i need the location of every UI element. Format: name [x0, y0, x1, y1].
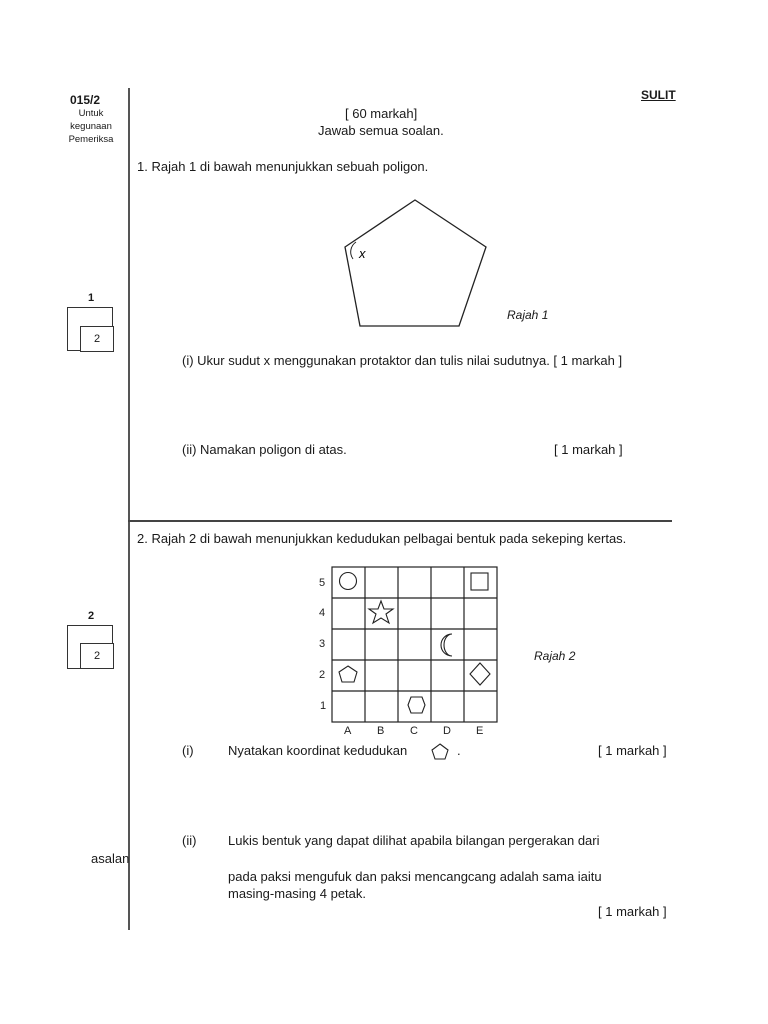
question-divider: [128, 520, 672, 522]
q1-part-ii-marks: [ 1 markah ]: [554, 442, 623, 457]
q2-part-i-text: Nyatakan koordinat kedudukan: [228, 743, 408, 758]
q2-part-i-label: (i): [182, 743, 194, 758]
col-label-c: C: [410, 725, 418, 737]
q2-margin-number: 2: [88, 610, 95, 622]
examiner-label-line3: Pemeriksa: [68, 134, 114, 145]
examiner-label-line1: Untuk: [78, 108, 104, 119]
diamond-shape: [470, 663, 490, 685]
q1-part-i: (i) Ukur sudut x menggunakan protaktor dan tulis nilai sudutnya. [ 1 markah ]: [182, 353, 623, 368]
paper-code: 015/2: [70, 93, 101, 107]
q2-part-i-period: .: [457, 743, 461, 758]
col-label-d: D: [443, 725, 451, 737]
star-shape: [369, 601, 393, 623]
row-label-2: 2: [319, 669, 326, 681]
rajah1-caption: Rajah 1: [507, 308, 549, 322]
q1-stem: 1. Rajah 1 di bawah menunjukkan sebuah poligon.: [137, 159, 429, 174]
sulit-label: SULIT: [641, 88, 676, 102]
col-label-b: B: [377, 725, 385, 737]
q2-part-ii-label: (ii): [182, 833, 197, 848]
crescent-shape: [441, 634, 452, 656]
q2-stem: 2. Rajah 2 di bawah menunjukkan kedudukan pelbagai bentuk pada sekeping kertas.: [137, 531, 627, 546]
rajah2-caption: Rajah 2: [534, 649, 576, 663]
q1-part-ii: (ii) Namakan poligon di atas.: [182, 442, 347, 457]
examiner-label-line2: kegunaan: [70, 121, 112, 132]
pentagon-figure: [330, 190, 500, 335]
col-label-a: A: [344, 725, 352, 737]
angle-x-label: x: [359, 246, 366, 261]
row-label-5: 5: [319, 577, 326, 589]
q2-part-i-marks: [ 1 markah ]: [598, 743, 667, 758]
row-label-1: 1: [320, 700, 327, 712]
q2-part-ii-line1: Lukis bentuk yang dapat dilihat apabila bilangan pergerakan dari: [228, 833, 600, 848]
pentagon-shape: [339, 666, 357, 682]
hexagon-shape: [408, 697, 425, 713]
margin-divider: [128, 88, 130, 930]
q2-mark-box-score: 2: [80, 643, 114, 669]
row-label-3: 3: [319, 638, 326, 650]
q1-margin-number: 1: [88, 292, 95, 304]
pentagon-inline-icon: [430, 742, 450, 762]
q2-part-ii-line3: masing-masing 4 petak.: [228, 886, 367, 901]
q2-part-ii-line2: pada paksi mengufuk dan paksi mencangcang adalah sama iaitu: [228, 869, 602, 884]
coordinate-grid: [310, 562, 505, 742]
q2-part-ii-stray-text: asalan: [91, 851, 130, 866]
col-label-e: E: [476, 725, 484, 737]
instruction: Jawab semua soalan.: [318, 123, 444, 138]
row-label-4: 4: [319, 607, 326, 619]
circle-shape: [340, 573, 357, 590]
q1-mark-box-score: 2: [80, 326, 114, 352]
square-shape: [471, 573, 488, 590]
total-marks: [ 60 markah]: [345, 106, 418, 121]
q2-part-ii-marks: [ 1 markah ]: [598, 904, 667, 919]
